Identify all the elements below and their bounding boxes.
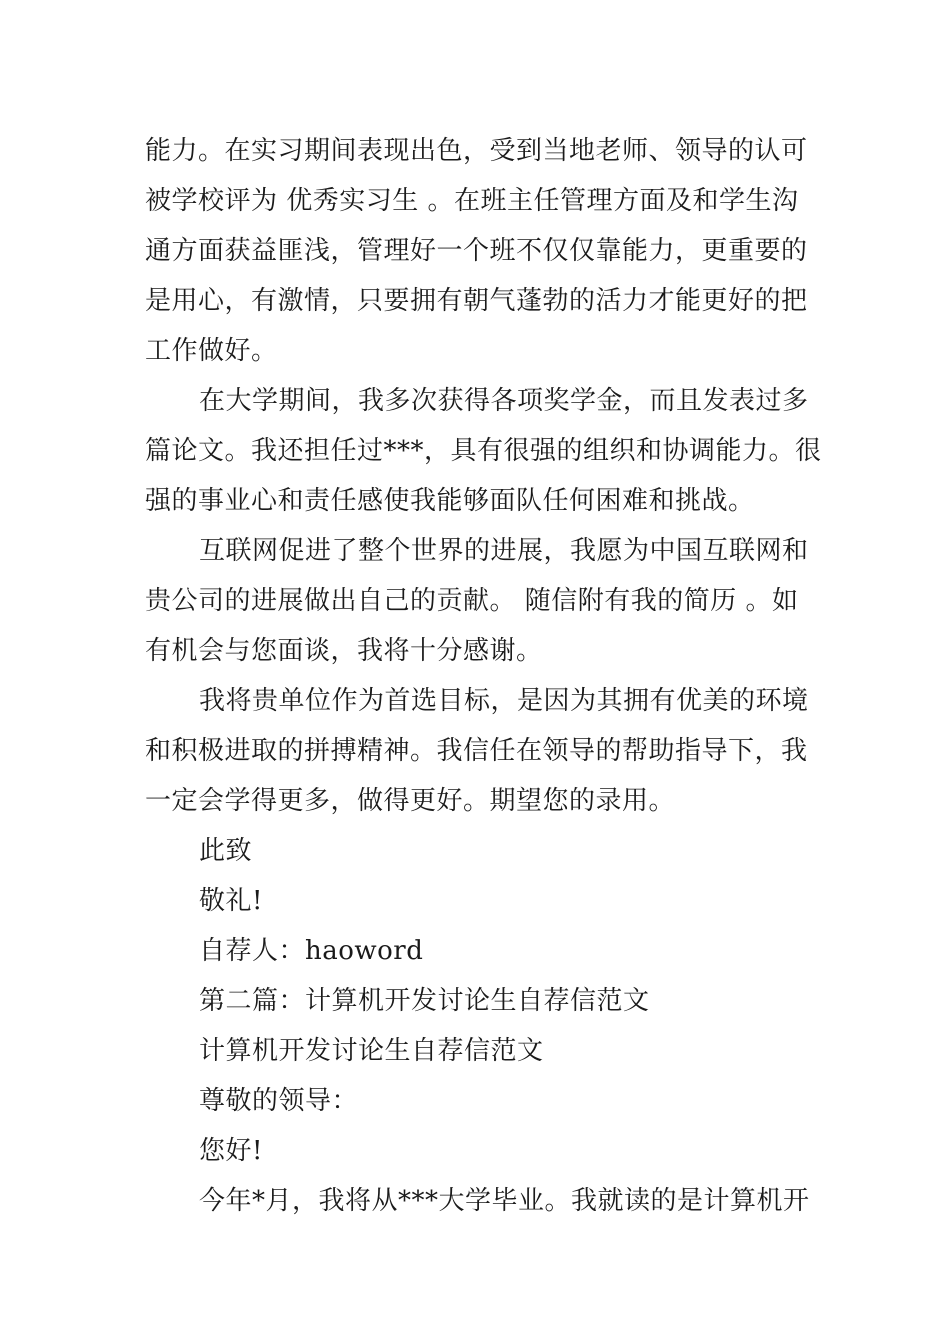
text-line: 我将贵单位作为首选目标，是因为其拥有优美的环境 [199, 686, 809, 716]
text-line: 和积极进取的拼搏精神。我信任在领导的帮助指导下，我 [145, 736, 808, 766]
text-line: 一定会学得更多，做得更好。期望您的录用。 [145, 786, 676, 816]
text-line: 能力。在实习期间表现出色，受到当地老师、领导的认可 [145, 136, 808, 166]
closing-salutation: 此致 [199, 836, 253, 866]
document-body [145, 126, 822, 1226]
text-line: 工作做好。 [145, 336, 278, 366]
text-line: 强的事业心和责任感使我能够面队任何困难和挑战。 [145, 486, 755, 516]
text-line: 今年*月，我将从***大学毕业。我就读的是计算机开 [199, 1186, 810, 1216]
signature-line: 自荐人：haoword [199, 936, 424, 966]
text-line: 贵公司的进展做出自己的贡献。 随信附有我的简历 。如 [145, 586, 799, 616]
text-line: 是用心，有激情，只要拥有朝气蓬勃的活力才能更好的把 [145, 286, 808, 316]
text-line: 有机会与您面谈，我将十分感谢。 [145, 636, 543, 666]
text-line: 通方面获益匪浅，管理好一个班不仅仅靠能力，更重要的 [145, 236, 808, 266]
text-line: 互联网促进了整个世界的进展，我愿为中国互联网和 [199, 536, 809, 566]
text-line: 篇论文。我还担任过***，具有很强的组织和协调能力。很 [145, 436, 822, 466]
text-line: 在大学期间，我多次获得各项奖学金，而且发表过多 [199, 386, 809, 416]
closing-regards: 敬礼! [199, 886, 263, 916]
letter-title: 计算机开发讨论生自荐信范文 [199, 1036, 544, 1066]
greeting-recipient: 尊敬的领导： [199, 1086, 359, 1116]
greeting: 您好! [199, 1136, 263, 1166]
text-line: 被学校评为 优秀实习生 。在班主任管理方面及和学生沟 [145, 186, 799, 216]
section-heading: 第二篇：计算机开发讨论生自荐信范文 [199, 986, 650, 1016]
